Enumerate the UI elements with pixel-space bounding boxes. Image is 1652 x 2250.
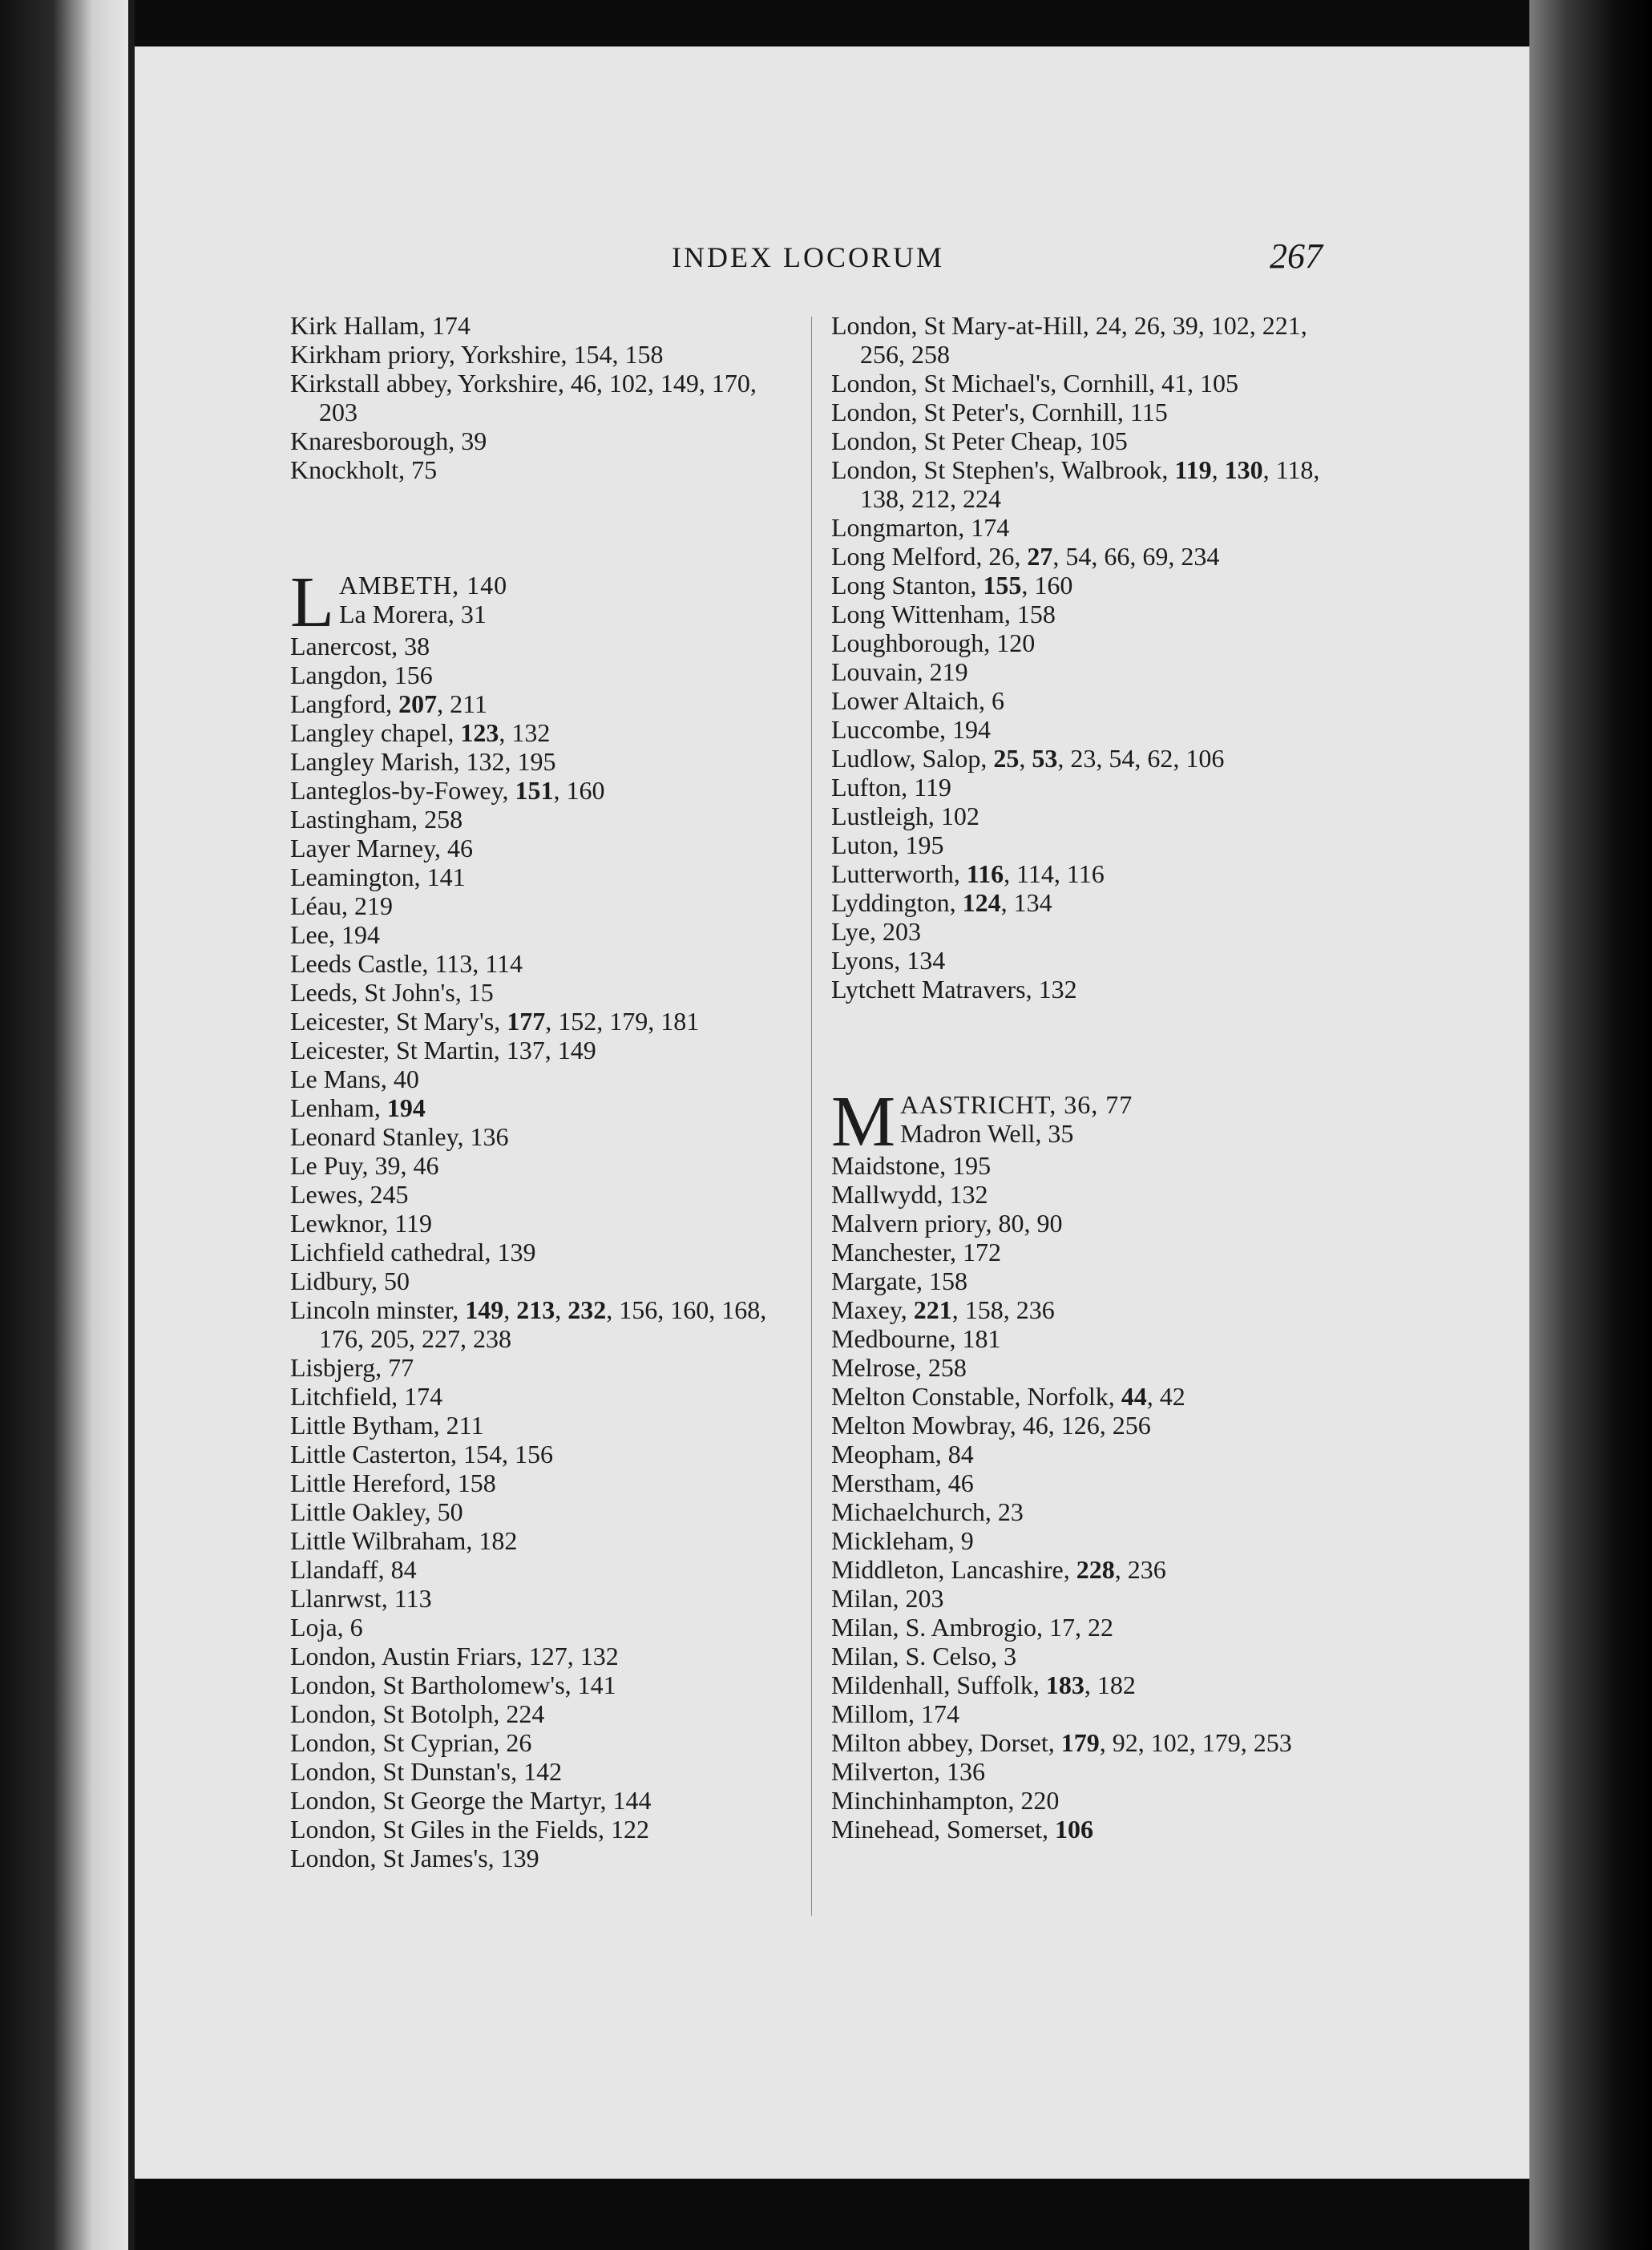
index-entry (831, 628, 1336, 657)
entry-text: , 158, 236 (951, 1295, 1055, 1324)
index-entry (831, 311, 1336, 369)
entry-text: Luton, 195 (831, 830, 944, 859)
entry-text: Long Melford, 26, (831, 542, 1028, 571)
entry-text: Long Stanton, (831, 571, 984, 600)
scan-left-edge (0, 0, 131, 2250)
index-entry (831, 1411, 1336, 1440)
section-gap (290, 484, 787, 571)
entry-text: Louvain, 219 (831, 657, 968, 686)
entry-text: Mildenhall, Suffolk, (831, 1670, 1046, 1699)
index-entry (831, 1526, 1336, 1555)
index-entry (831, 1497, 1336, 1526)
index-entry (290, 776, 787, 805)
entry-text: Little Oakley, 50 (290, 1497, 463, 1526)
bold-page-ref: 207 (398, 689, 438, 718)
entry-text: , 182 (1084, 1670, 1136, 1699)
bold-page-ref: 123 (460, 718, 499, 747)
entry-text: Milan, 203 (831, 1584, 944, 1613)
bold-page-ref: 228 (1076, 1555, 1115, 1584)
index-entry (290, 1468, 787, 1497)
index-column-left (290, 311, 787, 1872)
section-gap (831, 1004, 1336, 1090)
section-m (831, 1090, 1336, 1151)
index-entry (290, 1238, 787, 1266)
index-entry (290, 369, 787, 426)
index-entry (831, 802, 1336, 830)
index-block (290, 632, 787, 1872)
index-entry (290, 1151, 787, 1180)
index-entry (831, 744, 1336, 773)
bold-page-ref: 177 (507, 1007, 546, 1036)
entry-text: , (555, 1295, 568, 1324)
entry-text: Lyddington, (831, 888, 963, 917)
index-block (831, 311, 1336, 1004)
drop-cap: M (831, 1090, 896, 1151)
bold-page-ref: 155 (983, 571, 1022, 600)
index-entry (290, 1209, 787, 1238)
index-entry (290, 1411, 787, 1440)
entry-text: Longmarton, 174 (831, 513, 1010, 542)
bold-page-ref: 124 (962, 888, 1001, 917)
index-entry (831, 1642, 1336, 1670)
index-entry (831, 455, 1336, 513)
index-entry (290, 1815, 787, 1844)
page-number: 267 (1270, 236, 1323, 276)
entry-text: Michaelchurch, 23 (831, 1497, 1024, 1526)
entry-text: Millom, 174 (831, 1699, 960, 1728)
entry-text: Middleton, Lancashire, (831, 1555, 1076, 1584)
entry-text: Merstham, 46 (831, 1468, 974, 1497)
index-entry (831, 571, 1336, 600)
bold-page-ref: 183 (1045, 1670, 1085, 1699)
entry-text: , (1019, 744, 1032, 773)
index-column-right (831, 311, 1336, 1844)
index-entry (290, 891, 787, 920)
entry-text: Long Wittenham, 158 (831, 600, 1056, 628)
index-entry (290, 920, 787, 949)
index-entry (290, 660, 787, 689)
index-entry (831, 946, 1336, 975)
bold-page-ref: 232 (567, 1295, 607, 1324)
entry-text: London, St James's, 139 (290, 1844, 539, 1872)
index-entry (831, 975, 1336, 1004)
column-divider (811, 317, 812, 1916)
entry-text: Lastingham, 258 (290, 805, 463, 834)
entry-text: Leeds, St John's, 15 (290, 978, 494, 1007)
index-entry (831, 398, 1336, 426)
index-entry (831, 1757, 1336, 1786)
entry-text: , 23, 54, 62, 106 (1057, 744, 1225, 773)
index-entry (831, 1699, 1336, 1728)
entry-text: Langley chapel, (290, 718, 461, 747)
running-title: INDEX LOCORUM (672, 241, 944, 273)
entry-text: , 118, 138, 212, 224 (860, 455, 1320, 513)
drop-cap: L (290, 571, 334, 632)
index-entry (831, 1353, 1336, 1382)
index-entry (290, 1584, 787, 1613)
index-entry (290, 949, 787, 978)
entry-text: Maidstone, 195 (831, 1151, 992, 1180)
entry-text: , 211 (437, 689, 487, 718)
index-entry (290, 1440, 787, 1468)
entry-text: Melton Mowbray, 46, 126, 256 (831, 1411, 1151, 1440)
index-entry (831, 1238, 1336, 1266)
entry-text: Lower Altaich, 6 (831, 686, 1004, 715)
bold-page-ref: 149 (465, 1295, 504, 1324)
entry-text: Knaresborough, 39 (290, 426, 487, 455)
entry-text: , 92, 102, 179, 253 (1099, 1728, 1292, 1757)
entry-text: Melton Constable, Norfolk, (831, 1382, 1121, 1411)
section-second-entry: La Morera, 31 (338, 600, 487, 628)
index-entry (831, 859, 1336, 888)
entry-text: Kirkstall abbey, Yorkshire, 46, 102, 149, 170, 203 (290, 369, 757, 426)
entry-text: Milton abbey, Dorset, (831, 1728, 1061, 1757)
index-entry (290, 1266, 787, 1295)
index-entry (290, 1642, 787, 1670)
entry-text: Little Bytham, 211 (290, 1411, 484, 1440)
entry-text: Kirkham priory, Yorkshire, 154, 158 (290, 340, 664, 369)
entry-text: Leicester, St Mary's, (290, 1007, 507, 1036)
bold-page-ref: 221 (913, 1295, 952, 1324)
entry-text: Llandaff, 84 (290, 1555, 417, 1584)
entry-text: Llanrwst, 113 (290, 1584, 432, 1613)
entry-text: Luccombe, 194 (831, 715, 992, 744)
index-entry (831, 1786, 1336, 1815)
index-entry (290, 1093, 787, 1122)
index-entry (290, 426, 787, 455)
entry-text: Langdon, 156 (290, 660, 433, 689)
book-gutter (128, 0, 135, 2250)
index-entry (290, 718, 787, 747)
entry-text: Meopham, 84 (831, 1440, 974, 1468)
entry-text: London, St Dunstan's, 142 (290, 1757, 563, 1786)
index-entry (831, 715, 1336, 744)
entry-text: London, St Botolph, 224 (290, 1699, 545, 1728)
index-entry (831, 1613, 1336, 1642)
index-entry (290, 455, 787, 484)
entry-text: Lufton, 119 (831, 773, 951, 802)
index-entry (831, 773, 1336, 802)
index-entry (831, 1555, 1336, 1584)
entry-text: London, St George the Martyr, 144 (290, 1786, 652, 1815)
index-entry (290, 1295, 787, 1353)
entry-text: Le Puy, 39, 46 (290, 1151, 439, 1180)
scan-right-edge (1529, 0, 1652, 2250)
entry-text: Little Hereford, 158 (290, 1468, 496, 1497)
index-entry (290, 689, 787, 718)
index-block (831, 1151, 1336, 1844)
bold-page-ref: 213 (516, 1295, 555, 1324)
entry-text: , 54, 66, 69, 234 (1052, 542, 1220, 571)
index-entry (290, 1122, 787, 1151)
index-entry (290, 1007, 787, 1036)
index-entry (290, 340, 787, 369)
section-first-entry: AASTRICHT, 36, 77 (900, 1090, 1133, 1119)
entry-text: Lichfield cathedral, 139 (290, 1238, 536, 1266)
entry-text: Layer Marney, 46 (290, 834, 474, 862)
entry-text: Lee, 194 (290, 920, 380, 949)
index-entry (831, 600, 1336, 628)
index-entry (290, 1497, 787, 1526)
entry-text: , (503, 1295, 517, 1324)
entry-text: , 236 (1114, 1555, 1166, 1584)
entry-text: Margate, 158 (831, 1266, 968, 1295)
bold-page-ref: 119 (1174, 455, 1212, 484)
index-entry (831, 1670, 1336, 1699)
entry-text: Lanercost, 38 (290, 632, 430, 660)
bold-page-ref: 27 (1027, 542, 1053, 571)
index-entry (831, 1440, 1336, 1468)
index-entry (831, 426, 1336, 455)
entry-text: London, St Michael's, Cornhill, 41, 105 (831, 369, 1238, 398)
bold-page-ref: 179 (1060, 1728, 1100, 1757)
index-entry (290, 1786, 787, 1815)
entry-text: Lisbjerg, 77 (290, 1353, 414, 1382)
entry-text: Ludlow, Salop, (831, 744, 994, 773)
entry-text: Maxey, (831, 1295, 914, 1324)
entry-text: Lincoln minster, (290, 1295, 466, 1324)
index-entry (290, 1382, 787, 1411)
index-entry (831, 1728, 1336, 1757)
entry-text: Milan, S. Ambrogio, 17, 22 (831, 1613, 1114, 1642)
index-entry (290, 834, 787, 862)
entry-text: London, St Cyprian, 26 (290, 1728, 532, 1757)
index-entry (831, 686, 1336, 715)
section-l (290, 571, 787, 632)
index-entry (290, 978, 787, 1007)
bold-page-ref: 53 (1032, 744, 1058, 773)
bold-page-ref: 116 (966, 859, 1004, 888)
entry-text: London, St Mary-at-Hill, 24, 26, 39, 102, 221, 256, 258 (831, 311, 1307, 369)
index-entry (831, 1266, 1336, 1295)
page-header (0, 236, 1652, 289)
entry-text: Manchester, 172 (831, 1238, 1001, 1266)
entry-text: Lytchett Matravers, 132 (831, 975, 1077, 1004)
entry-text: Leonard Stanley, 136 (290, 1122, 509, 1151)
entry-text: , 114, 116 (1004, 859, 1105, 888)
index-entry (290, 1613, 787, 1642)
entry-text: Lewes, 245 (290, 1180, 409, 1209)
index-entry (831, 1209, 1336, 1238)
index-entry (290, 1064, 787, 1093)
index-entry (831, 888, 1336, 917)
index-entry (290, 747, 787, 776)
entry-text: Medbourne, 181 (831, 1324, 1001, 1353)
section-second-entry: Madron Well, 35 (900, 1119, 1074, 1148)
bold-page-ref: 130 (1224, 455, 1263, 484)
bold-page-ref: 25 (993, 744, 1020, 773)
index-entry (831, 1382, 1336, 1411)
entry-text: Lenham, (290, 1093, 387, 1122)
entry-text: Lanteglos-by-Fowey, (290, 776, 515, 805)
bold-page-ref: 106 (1055, 1815, 1094, 1844)
entry-text: , 160 (1021, 571, 1073, 600)
entry-text: Milverton, 136 (831, 1757, 985, 1786)
entry-text: London, Austin Friars, 127, 132 (290, 1642, 619, 1670)
entry-text: Langford, (290, 689, 399, 718)
entry-text: Leeds Castle, 113, 114 (290, 949, 523, 978)
index-entry (831, 1584, 1336, 1613)
index-entry (290, 1036, 787, 1064)
entry-text: London, St Peter's, Cornhill, 115 (831, 398, 1168, 426)
index-entry (290, 632, 787, 660)
index-entry (831, 1151, 1336, 1180)
entry-text: Leicester, St Martin, 137, 149 (290, 1036, 596, 1064)
entry-text: Lyons, 134 (831, 946, 946, 975)
index-entry (290, 1526, 787, 1555)
entry-text: Léau, 219 (290, 891, 393, 920)
index-entry (290, 1844, 787, 1872)
index-block (290, 311, 787, 484)
index-entry (831, 1324, 1336, 1353)
entry-text: Lidbury, 50 (290, 1266, 410, 1295)
index-entry (290, 1728, 787, 1757)
entry-text: Minchinhampton, 220 (831, 1786, 1060, 1815)
index-entry (831, 369, 1336, 398)
index-entry (290, 1699, 787, 1728)
entry-text: Lewknor, 119 (290, 1209, 433, 1238)
index-entry (831, 657, 1336, 686)
entry-text: London, St Giles in the Fields, 122 (290, 1815, 649, 1844)
entry-text: Loughborough, 120 (831, 628, 1036, 657)
entry-text: Melrose, 258 (831, 1353, 967, 1382)
index-entry (290, 1353, 787, 1382)
entry-text: Little Casterton, 154, 156 (290, 1440, 553, 1468)
index-entry (831, 1180, 1336, 1209)
entry-text: Le Mans, 40 (290, 1064, 419, 1093)
entry-text: , 134 (1000, 888, 1052, 917)
entry-text: , 42 (1146, 1382, 1185, 1411)
entry-text: London, St Peter Cheap, 105 (831, 426, 1128, 455)
index-entry (290, 1555, 787, 1584)
index-entry (831, 542, 1336, 571)
entry-text: Milan, S. Celso, 3 (831, 1642, 1017, 1670)
section-first-entry: AMBETH, 140 (338, 571, 508, 600)
index-entry (831, 513, 1336, 542)
index-entry (290, 1670, 787, 1699)
entry-text: , 160 (553, 776, 605, 805)
index-entry (290, 862, 787, 891)
entry-text: Litchfield, 174 (290, 1382, 443, 1411)
entry-text: Lutterworth, (831, 859, 967, 888)
entry-text: , 156, 160, 168, 176, 205, 227, 238 (319, 1295, 767, 1353)
index-entry (831, 830, 1336, 859)
entry-text: Malvern priory, 80, 90 (831, 1209, 1063, 1238)
entry-text: Lustleigh, 102 (831, 802, 979, 830)
entry-text: Minehead, Somerset, (831, 1815, 1056, 1844)
entry-text: Little Wilbraham, 182 (290, 1526, 518, 1555)
index-entry (831, 1468, 1336, 1497)
entry-text: Lye, 203 (831, 917, 921, 946)
index-entry (831, 1295, 1336, 1324)
bold-page-ref: 151 (515, 776, 554, 805)
index-entry (831, 1815, 1336, 1844)
entry-text: Langley Marish, 132, 195 (290, 747, 556, 776)
index-entry (290, 805, 787, 834)
entry-text: Mallwydd, 132 (831, 1180, 988, 1209)
index-entry (290, 1180, 787, 1209)
entry-text: Leamington, 141 (290, 862, 466, 891)
index-entry (831, 917, 1336, 946)
entry-text: , 152, 179, 181 (545, 1007, 700, 1036)
index-entry (290, 311, 787, 340)
entry-text: London, St Bartholomew's, 141 (290, 1670, 616, 1699)
index-entry (290, 1757, 787, 1786)
entry-text: Kirk Hallam, 174 (290, 311, 471, 340)
entry-text: , 132 (499, 718, 551, 747)
bold-page-ref: 44 (1121, 1382, 1147, 1411)
bold-page-ref: 194 (386, 1093, 426, 1122)
entry-text: Knockholt, 75 (290, 455, 438, 484)
entry-text: Loja, 6 (290, 1613, 363, 1642)
entry-text: , (1211, 455, 1225, 484)
entry-text: London, St Stephen's, Walbrook, (831, 455, 1175, 484)
entry-text: Mickleham, 9 (831, 1526, 974, 1555)
